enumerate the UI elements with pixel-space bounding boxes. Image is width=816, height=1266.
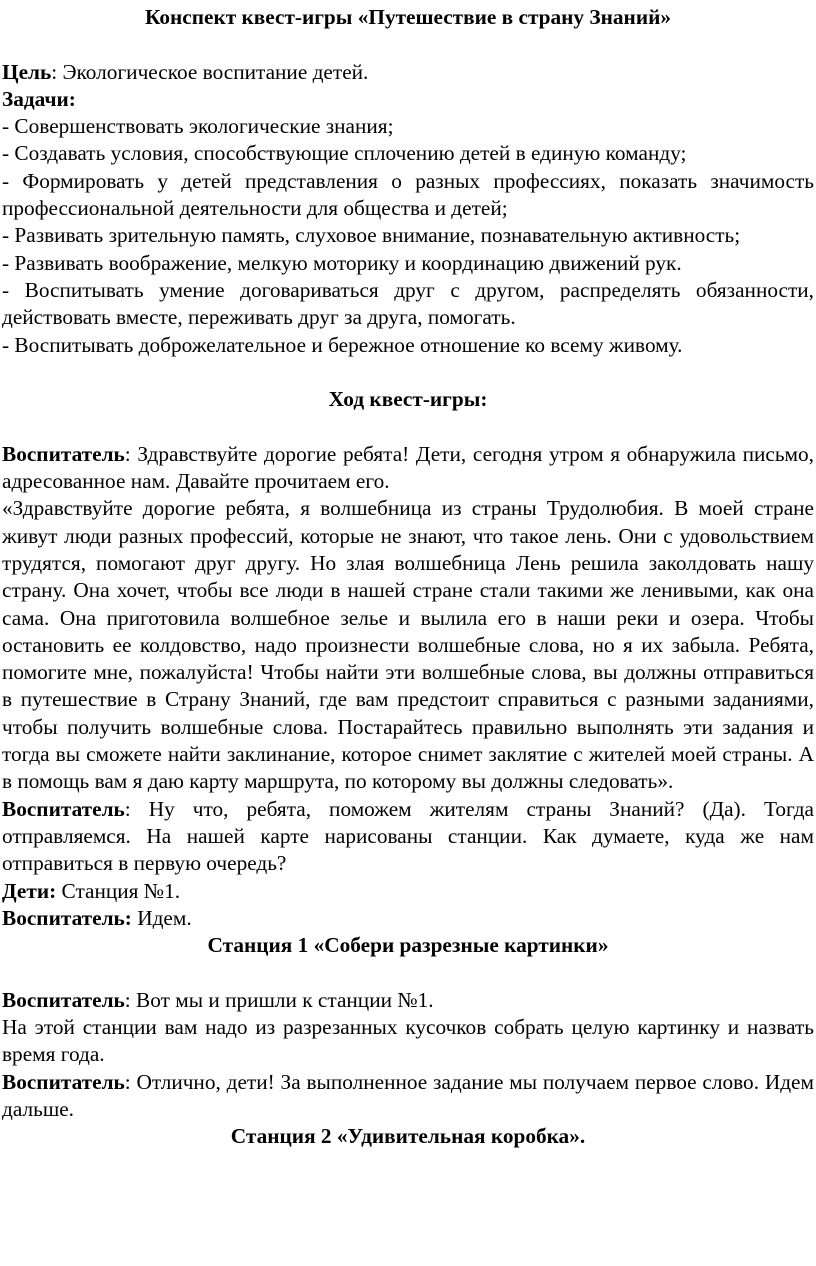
goal-line <box>2 59 814 86</box>
task-item: - Развивать зрительную память, слуховое внимание, познавательную активность; <box>2 223 741 248</box>
speech-text: Станция №1. <box>56 878 181 903</box>
speech-text: Идем. <box>131 905 192 930</box>
task-item: - Совершенствовать экологические знания; <box>2 114 394 139</box>
teacher-paragraph <box>2 905 814 932</box>
speaker-label: Воспитатель <box>2 796 125 821</box>
task-item: - Формировать у детей представления о разных профессиях, показать значимость профессиональной деятельности для общества и детей; <box>2 168 814 221</box>
teacher-paragraph <box>2 796 814 878</box>
document-title: Конспект квест-игры «Путешествие в страну Знаний» <box>144 5 672 29</box>
speaker-label: Воспитатель: <box>2 905 132 930</box>
children-paragraph <box>2 878 814 905</box>
tasks-label: Задачи: <box>2 86 76 111</box>
speaker-label: Воспитатель <box>2 1069 125 1094</box>
spacer <box>2 959 814 986</box>
station1-task: На этой станции вам надо из разрезанных кусочков собрать целую картинку и назвать время года. <box>2 1014 814 1067</box>
speaker-label: Воспитатель <box>2 987 125 1012</box>
teacher-paragraph <box>2 1069 814 1124</box>
teacher-paragraph <box>2 987 814 1014</box>
spacer <box>2 413 814 440</box>
task-item: - Создавать условия, способствующие сплочению детей в единую команду; <box>2 141 687 166</box>
spacer <box>2 359 814 386</box>
goal-text: : Экологическое воспитание детей. <box>51 59 369 84</box>
task-item: - Развивать воображение, мелкую моторику и координацию движений рук. <box>2 250 682 275</box>
speaker-label: Воспитатель <box>2 441 125 466</box>
speech-text: : Здравствуйте дорогие ребята! Дети, сегодня утром я обнаружила письмо, адресованное нам. Давайте прочитаем его. <box>2 441 814 494</box>
speaker-label: Дети: <box>2 878 57 903</box>
station1-heading: Станция 1 «Собери разрезные картинки» <box>207 933 609 958</box>
goal-label: Цель <box>2 59 52 84</box>
spacer <box>2 31 814 58</box>
speech-text: : Отлично, дети! За выполненное задание мы получаем первое слово. Идем дальше. <box>2 1069 814 1121</box>
speech-text: : Ну что, ребята, поможем жителям страны Знаний? (Да). Тогда отправляемся. На нашей карте нарисованы станции. Как думаете, куда же нам отправиться в первую очередь? <box>2 796 814 876</box>
station2-heading: Станция 2 «Удивительная коробка». <box>230 1124 586 1149</box>
progress-heading: Ход квест-игры: <box>328 387 488 412</box>
teacher-paragraph <box>2 441 814 496</box>
task-item: - Воспитывать умение договариваться друг с другом, распределять обязанности, действовать вместе, переживать друг за друга, помогать. <box>2 277 814 330</box>
task-item: - Воспитывать доброжелательное и бережное отношение ко всему живому. <box>2 332 683 357</box>
letter-paragraph: «Здравствуйте дорогие ребята, я волшебница из страны Трудолюбия. В моей стране живут люди разных профессий, которые не знают, что такое лень. Они с удовольствием трудятся, помогают друг другу. Но злая волшебница Лень решила заколдовать нашу страну. Она хочет, чтобы все люди в нашей стране стали такими же ленивыми, как она сама. Она приготовила волшебное зелье и вылила его в наши реки и озера. Чтобы остановить ее колдовство, надо произнести волшебные слова, но я их забыла. Ребята, помогите мне, пожалуйста! Чтобы найти эти волшебные слова, вы должны отправиться в путешествие в Страну Знаний, где вам предстоит справиться с разными заданиями, чтобы получить волшебные слова. Постарайтесь правильно выполнять эти задания и тогда вы сможете найти заклинание, которое снимет заклятие с жителей моей страны. А в помощь вам я даю карту маршрута, по которому вы должны следовать». <box>2 496 814 794</box>
speech-text: : Вот мы и пришли к станции №1. <box>124 987 434 1012</box>
